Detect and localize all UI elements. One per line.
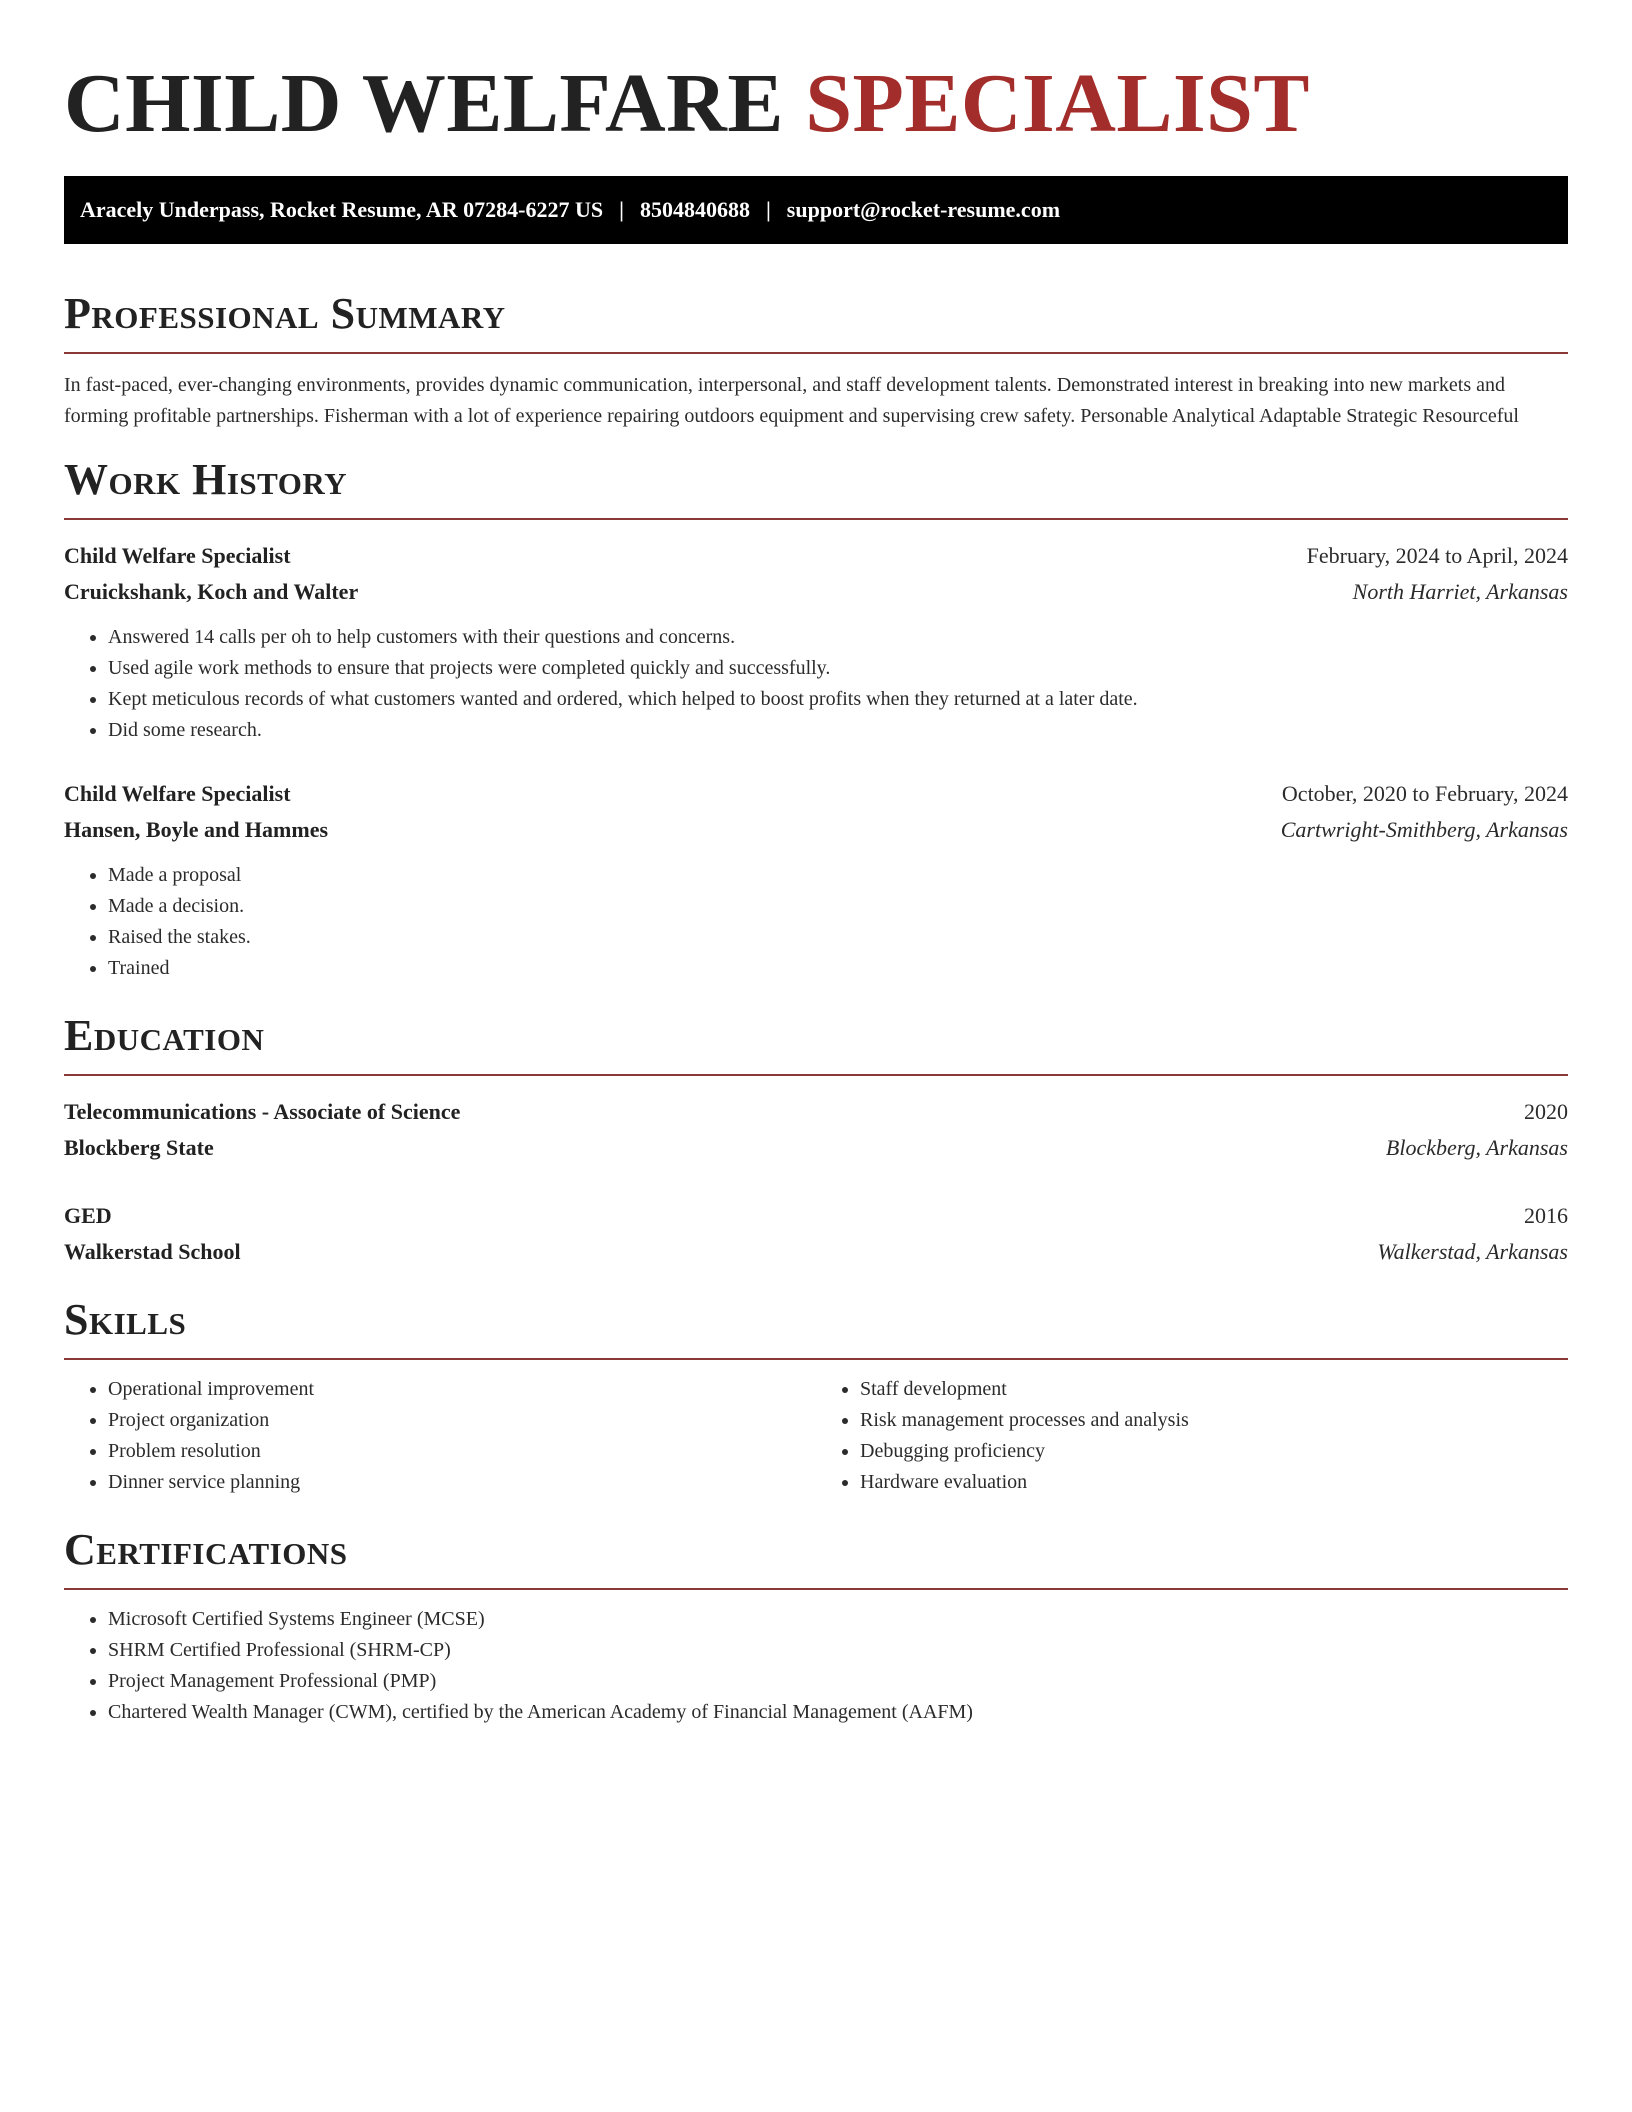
skill-item: • Dinner service planning	[108, 1467, 816, 1498]
education-location: Walkerstad, Arkansas	[1377, 1239, 1568, 1264]
job-dates: February, 2024 to April, 2024	[1306, 543, 1568, 568]
skill-item: • Problem resolution	[108, 1436, 816, 1467]
education-degree: GED	[64, 1203, 112, 1228]
skill-item: • Risk management processes and analysis	[860, 1405, 1568, 1436]
skills-heading: Skills	[64, 1295, 187, 1344]
certification-item: • Chartered Wealth Manager (CWM), certified by the American Academy of Financial Management (AAFM)	[108, 1697, 1568, 1728]
job-bullets	[64, 622, 1568, 746]
job-bullet: • Kept meticulous records of what customers wanted and ordered, which helped to boost profits when they returned at a later date.	[108, 684, 1568, 715]
section-divider	[64, 1358, 1568, 1360]
certification-item: • Microsoft Certified Systems Engineer (MCSE)	[108, 1604, 1568, 1635]
job-bullet: • Answered 14 calls per oh to help customers with their questions and concerns.	[108, 622, 1568, 653]
skill-item: • Debugging proficiency	[860, 1436, 1568, 1467]
skill-item: • Project organization	[108, 1405, 816, 1436]
job-header-row	[64, 538, 1568, 574]
certifications-section	[64, 1524, 1568, 1728]
skill-item: • Operational improvement	[108, 1374, 816, 1405]
skills-grid	[64, 1374, 1568, 1498]
skills-section	[64, 1294, 1568, 1498]
certification-item: • Project Management Professional (PMP)	[108, 1666, 1568, 1697]
job-header-row	[64, 776, 1568, 812]
job-bullet: • Made a proposal	[108, 860, 1568, 891]
summary-section	[64, 288, 1568, 432]
section-divider	[64, 352, 1568, 354]
contact-bar	[64, 176, 1568, 244]
education-school: Walkerstad School	[64, 1239, 241, 1264]
job-title: Child Welfare Specialist	[64, 543, 291, 568]
resume-title	[64, 54, 1568, 154]
education-entry	[64, 1094, 1568, 1166]
job-title: Child Welfare Specialist	[64, 781, 291, 806]
work-history-heading: Work History	[64, 455, 348, 504]
job-entry	[64, 776, 1568, 984]
skill-item: • Staff development	[860, 1374, 1568, 1405]
title-accent: SPECIALIST	[805, 57, 1310, 150]
job-bullets	[64, 860, 1568, 984]
certification-item: • SHRM Certified Professional (SHRM-CP)	[108, 1635, 1568, 1666]
skill-item: • Hardware evaluation	[860, 1467, 1568, 1498]
job-bullet: • Used agile work methods to ensure that projects were completed quickly and successfully.	[108, 653, 1568, 684]
education-school: Blockberg State	[64, 1135, 214, 1160]
job-bullet: • Trained	[108, 953, 1568, 984]
education-degree: Telecommunications - Associate of Science	[64, 1099, 461, 1124]
certifications-heading: Certifications	[64, 1525, 348, 1574]
job-entry	[64, 538, 1568, 746]
contact-phone: 8504840688	[639, 197, 750, 222]
skills-column-left	[64, 1374, 816, 1498]
education-degree-row	[64, 1198, 1568, 1234]
section-divider	[64, 1588, 1568, 1590]
skills-column-right	[816, 1374, 1568, 1498]
job-bullet: • Did some research.	[108, 715, 1568, 746]
contact-address: Aracely Underpass, Rocket Resume, AR 07284-6227 US	[80, 197, 604, 222]
title-main: CHILD WELFARE	[64, 57, 784, 150]
contact-separator: |	[765, 197, 771, 222]
job-bullet: • Raised the stakes.	[108, 922, 1568, 953]
job-company-row	[64, 812, 1568, 848]
education-entry	[64, 1198, 1568, 1270]
summary-text: In fast-paced, ever-changing environments, provides dynamic communication, interpersonal, and staff development talents. Demonstrated interest in breaking into new markets and forming profitable partnerships. Fisherman with a lot of experience repairing outdoors equipment and supervising crew safety. Personable Analytical Adaptable Strategic Resourceful	[64, 374, 1519, 427]
education-heading: Education	[64, 1011, 265, 1060]
section-divider	[64, 518, 1568, 520]
education-degree-row	[64, 1094, 1568, 1130]
contact-email[interactable]: support@rocket-resume.com	[786, 197, 1061, 222]
education-school-row	[64, 1130, 1568, 1166]
education-section	[64, 1010, 1568, 1270]
job-dates: October, 2020 to February, 2024	[1281, 781, 1568, 806]
job-location: North Harriet, Arkansas	[1352, 579, 1568, 604]
work-history-section	[64, 454, 1568, 984]
education-school-row	[64, 1234, 1568, 1270]
job-company: Hansen, Boyle and Hammes	[64, 817, 329, 842]
job-company: Cruickshank, Koch and Walter	[64, 579, 359, 604]
job-location: Cartwright-Smithberg, Arkansas	[1280, 817, 1568, 842]
education-year: 2020	[1524, 1099, 1568, 1124]
education-year: 2016	[1524, 1203, 1568, 1228]
section-divider	[64, 1074, 1568, 1076]
contact-separator: |	[619, 197, 624, 222]
certifications-list	[64, 1604, 1568, 1728]
summary-heading: Professional Summary	[64, 289, 506, 338]
job-company-row	[64, 574, 1568, 610]
education-location: Blockberg, Arkansas	[1385, 1135, 1568, 1160]
job-bullet: • Made a decision.	[108, 891, 1568, 922]
